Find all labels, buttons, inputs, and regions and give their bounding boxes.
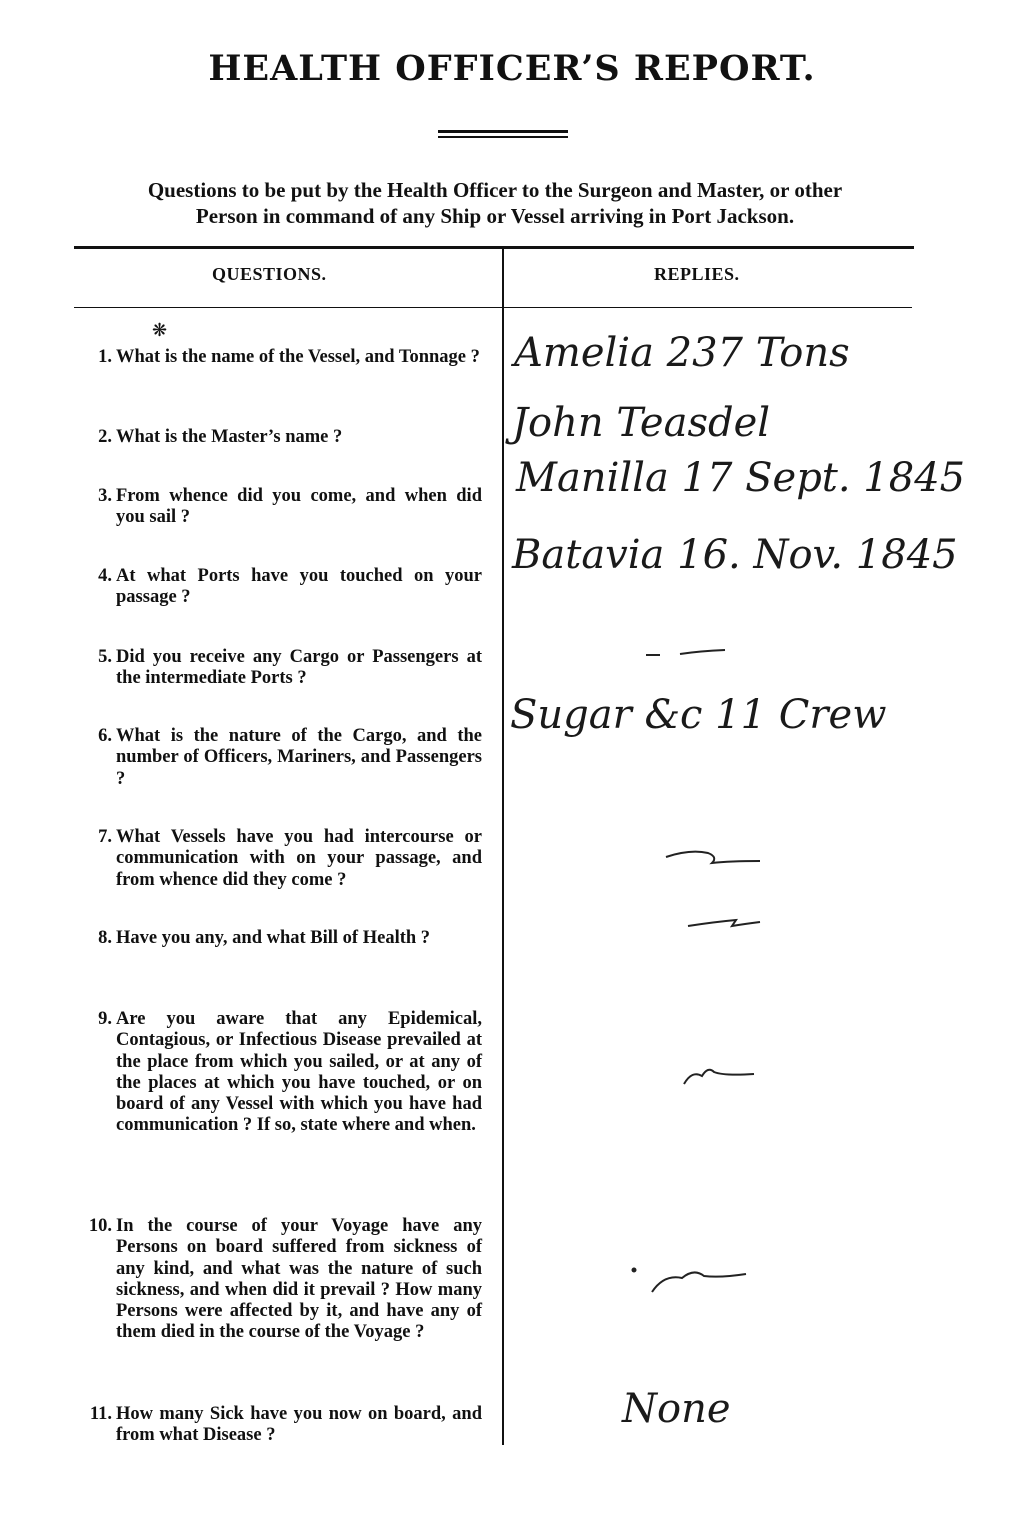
question-text: Are you aware that any Epidemical, Contagious, or Infectious Disease prevailed at the place from which you sailed, or at any of the places at which you have touched, or on board of any Vessel with which you have had communication ? If so, state where and when.: [116, 1009, 482, 1136]
question-text: From whence did you come, and when did you sail ?: [116, 486, 482, 528]
question-1: [66, 347, 482, 368]
question-11: [66, 1404, 482, 1447]
question-number: 11.: [89, 1404, 112, 1424]
question-number: 6.: [98, 726, 112, 746]
title-rule-bottom: [438, 136, 568, 138]
reply-2-master: John Teasdel: [512, 400, 771, 446]
question-text: At what Ports have you touched on your passage ?: [116, 566, 482, 608]
question-10: [66, 1216, 482, 1344]
column-divider: [502, 249, 504, 1445]
question-4: [66, 566, 482, 609]
question-number: 3.: [98, 486, 112, 506]
question-7: [66, 827, 482, 891]
replies-column-header: REPLIES.: [654, 264, 740, 284]
question-8: [66, 928, 482, 949]
question-number: 7.: [98, 827, 112, 847]
question-number: 2.: [98, 427, 112, 447]
table-top-rule: [74, 246, 914, 249]
question-3: [66, 486, 482, 529]
question-number: 4.: [98, 566, 112, 586]
page-title: HEALTH OFFICER’S REPORT.: [208, 48, 816, 89]
intro-text: [60, 177, 930, 229]
intro-line-2: Person in command of any Ship or Vessel arriving in Port Jackson.: [195, 204, 795, 228]
reply-3-departure: Manilla 17 Sept. 1845: [516, 455, 966, 501]
reply-7-dash: [660, 845, 770, 873]
reply-6-cargo: Sugar &c 11 Crew: [510, 692, 887, 738]
reply-8-dash: [684, 912, 764, 936]
ornament-mark: ❋: [152, 320, 168, 341]
title-rule-top: [438, 130, 568, 133]
question-text: What is the name of the Vessel, and Tonnage ?: [116, 347, 480, 367]
question-text: In the course of your Voyage have any Persons on board suffered from sickness of any kind, and what was the nature of such sickness, and when did it prevail ? How many Persons were affected by it, and have any of them died in the course of the Voyage ?: [116, 1216, 482, 1343]
reply-11-sick: None: [622, 1386, 731, 1432]
question-5: [66, 647, 482, 690]
question-6: [66, 726, 482, 790]
questions-column-header: QUESTIONS.: [212, 264, 327, 284]
reply-5-dash: [640, 645, 730, 665]
question-number: 10.: [88, 1216, 112, 1236]
reply-9-dash: [678, 1062, 758, 1092]
question-text: Have you any, and what Bill of Health ?: [116, 928, 431, 948]
question-text: Did you receive any Cargo or Passengers at the intermediate Ports ?: [116, 647, 482, 689]
reply-10-dash: [624, 1260, 754, 1300]
question-text: What Vessels have you had intercourse or communication with on your passage, and from whence did they come ?: [116, 827, 482, 890]
question-text: How many Sick have you now on board, and from what Disease ?: [116, 1404, 482, 1446]
reply-4-ports: Batavia 16. Nov. 1845: [512, 532, 958, 578]
reply-1-vessel: Amelia 237 Tons: [514, 330, 850, 376]
intro-line-1: Questions to be put by the Health Officer to the Surgeon and Master, or other: [147, 178, 843, 202]
question-number: 9.: [98, 1009, 112, 1029]
question-2: [66, 427, 482, 448]
question-text: What is the Master’s name ?: [116, 427, 343, 447]
question-text: What is the nature of the Cargo, and the number of Officers, Mariners, and Passengers ?: [116, 726, 482, 789]
question-9: [66, 1009, 482, 1137]
header-bottom-rule: [74, 307, 912, 308]
question-number: 8.: [98, 928, 112, 948]
question-number: 1.: [98, 347, 112, 367]
question-number: 5.: [98, 647, 112, 667]
